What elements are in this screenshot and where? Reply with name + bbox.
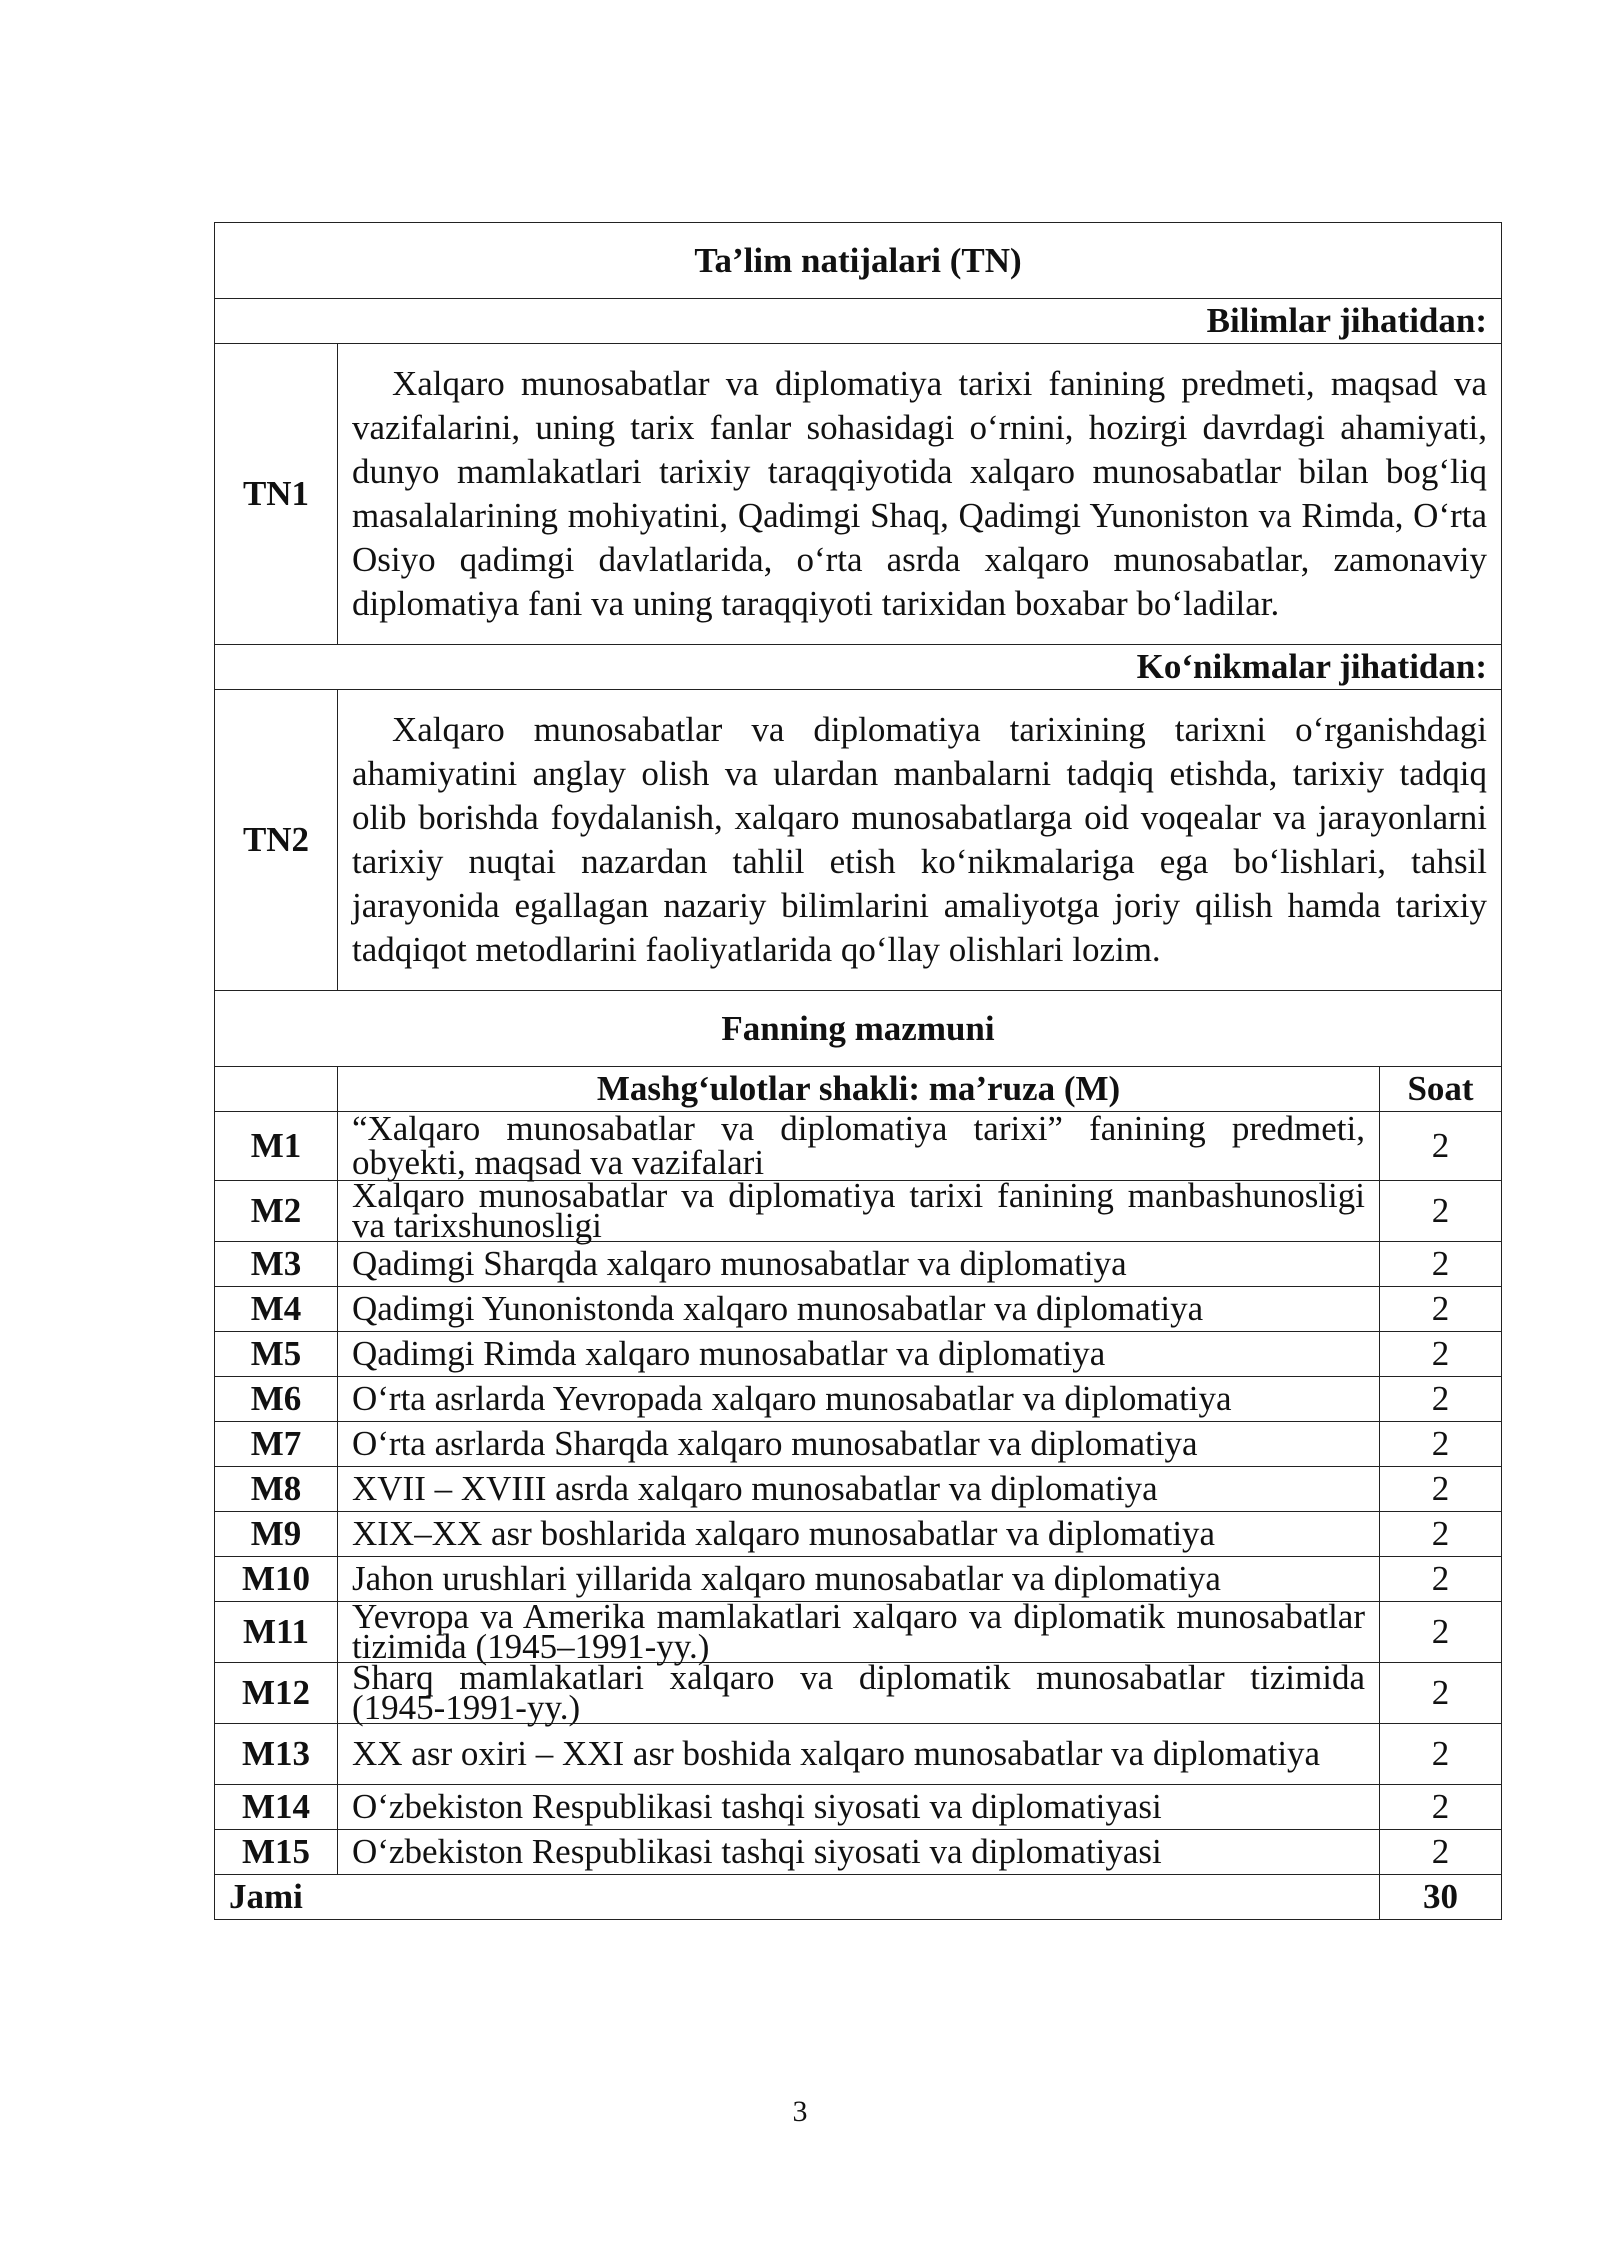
lecture-code: M2 (215, 1181, 338, 1242)
lecture-topic: O‘zbekiston Respublikasi tashqi siyosati va diplomatiyasi (338, 1830, 1380, 1875)
lecture-row (215, 1557, 1502, 1602)
page-number: 3 (792, 2095, 808, 2128)
lecture-hours: 2 (1380, 1557, 1502, 1602)
lecture-hours: 2 (1380, 1242, 1502, 1287)
lecture-topic: O‘rta asrlarda Yevropada xalqaro munosabatlar va diplomatiya (338, 1377, 1380, 1422)
column-header-row (215, 1067, 1502, 1112)
lecture-code: M13 (215, 1724, 338, 1785)
lecture-hours: 2 (1380, 1785, 1502, 1830)
lecture-hours: 2 (1380, 1287, 1502, 1332)
lecture-hours: 2 (1380, 1830, 1502, 1875)
lecture-row (215, 1512, 1502, 1557)
knowledge-header: Bilimlar jihatidan: (215, 299, 1502, 344)
tn1-code: TN1 (215, 344, 338, 645)
lecture-code: M5 (215, 1332, 338, 1377)
tn2-code: TN2 (215, 690, 338, 991)
lecture-row (215, 1724, 1502, 1785)
lecture-topic: Jahon urushlari yillarida xalqaro munosabatlar va diplomatiya (338, 1557, 1380, 1602)
lecture-code: M10 (215, 1557, 338, 1602)
lecture-topic: Yevropa va Amerika mamlakatlari xalqaro va diplomatik munosabatlar tizimida (1945–1991-yy.) (338, 1602, 1380, 1663)
lecture-row (215, 1830, 1502, 1875)
content-title: Fanning mazmuni (215, 991, 1502, 1067)
lecture-row (215, 1602, 1502, 1663)
lecture-code: M3 (215, 1242, 338, 1287)
knowledge-header-row (215, 299, 1502, 344)
column-header-code (215, 1067, 338, 1112)
total-label: Jami (215, 1875, 1380, 1920)
lecture-hours: 2 (1380, 1512, 1502, 1557)
lecture-code: M8 (215, 1467, 338, 1512)
skills-header-row (215, 645, 1502, 690)
lecture-topic: Qadimgi Yunonistonda xalqaro munosabatlar va diplomatiya (338, 1287, 1380, 1332)
content-title-row (215, 991, 1502, 1067)
lecture-hours: 2 (1380, 1602, 1502, 1663)
outcomes-title-row (215, 223, 1502, 299)
lecture-hours: 2 (1380, 1724, 1502, 1785)
lecture-row (215, 1112, 1502, 1181)
lecture-hours: 2 (1380, 1467, 1502, 1512)
syllabus-table (214, 222, 1502, 1920)
lecture-topic: O‘zbekiston Respublikasi tashqi siyosati va diplomatiyasi (338, 1785, 1380, 1830)
outcomes-title: Ta’lim natijalari (TN) (215, 223, 1502, 299)
lecture-row (215, 1287, 1502, 1332)
tn1-row (215, 344, 1502, 645)
lecture-row (215, 1242, 1502, 1287)
lecture-topic: Sharq mamlakatlari xalqaro va diplomatik munosabatlar tizimida (1945-1991-yy.) (338, 1663, 1380, 1724)
lecture-hours: 2 (1380, 1663, 1502, 1724)
lecture-code: M14 (215, 1785, 338, 1830)
lecture-code: M1 (215, 1112, 338, 1181)
lecture-code: M12 (215, 1663, 338, 1724)
lecture-topic: XIX–XX asr boshlarida xalqaro munosabatlar va diplomatiya (338, 1512, 1380, 1557)
lecture-row (215, 1332, 1502, 1377)
lecture-code: M6 (215, 1377, 338, 1422)
lecture-row (215, 1467, 1502, 1512)
lecture-code: M4 (215, 1287, 338, 1332)
tn2-row (215, 690, 1502, 991)
lecture-code: M11 (215, 1602, 338, 1663)
lecture-code: M7 (215, 1422, 338, 1467)
lecture-row (215, 1377, 1502, 1422)
lecture-hours: 2 (1380, 1422, 1502, 1467)
skills-header: Ko‘nikmalar jihatidan: (215, 645, 1502, 690)
lecture-hours: 2 (1380, 1377, 1502, 1422)
lecture-row (215, 1181, 1502, 1242)
lecture-topic: XX asr oxiri – XXI asr boshida xalqaro munosabatlar va diplomatiya (338, 1724, 1380, 1785)
lecture-topic: XVII – XVIII asrda xalqaro munosabatlar va diplomatiya (338, 1467, 1380, 1512)
lecture-code: M9 (215, 1512, 338, 1557)
lecture-topic: “Xalqaro munosabatlar va diplomatiya tarixi” fanining predmeti, obyekti, maqsad va vazifalari (338, 1112, 1380, 1181)
tn2-text: Xalqaro munosabatlar va diplomatiya tarixining tarixni o‘rganishdagi ahamiyatini anglay olish va ulardan manbalarni tadqiq etishda, tarixiy tadqiq olib borishda foydalanish, xalqaro munosabatlarga oid voqealar va jarayonlarni tarixiy nuqtai nazardan tahlil etish ko‘nikmalariga ega bo‘lishlari, tahsil jarayonida egallagan nazariy bilimlarini amaliyotga joriy qilish hamda tarixiy tadqiqot metodlarini faoliyatlarida qo‘llay olishlari lozim. (338, 690, 1502, 991)
lecture-code: M15 (215, 1830, 338, 1875)
lecture-row (215, 1422, 1502, 1467)
tn1-text: Xalqaro munosabatlar va diplomatiya tarixi fanining predmeti, maqsad va vazifalarini, uning tarix fanlar sohasidagi o‘rnini, hozirgi davrdagi ahamiyati, dunyo mamlakatlari tarixiy taraqqiyotida xalqaro munosabatlar bilan bog‘liq masalalarining mohiyatini, Qadimgi Shaq, Qadimgi Yunoniston va Rimda, O‘rta Osiyo qadimgi davlatlarida, o‘rta asrda xalqaro munosabatlar, zamonaviy diplomatiya fani va uning taraqqiyoti tarixidan boxabar bo‘ladilar. (338, 344, 1502, 645)
lecture-row (215, 1785, 1502, 1830)
lecture-topic: Xalqaro munosabatlar va diplomatiya tarixi fanining manbashunosligi va tarixshunosligi (338, 1181, 1380, 1242)
lecture-topic: Qadimgi Sharqda xalqaro munosabatlar va diplomatiya (338, 1242, 1380, 1287)
column-header-topic: Mashg‘ulotlar shakli: ma’ruza (M) (338, 1067, 1380, 1112)
lecture-hours: 2 (1380, 1332, 1502, 1377)
lecture-hours: 2 (1380, 1112, 1502, 1181)
lecture-topic: Qadimgi Rimda xalqaro munosabatlar va diplomatiya (338, 1332, 1380, 1377)
column-header-hours: Soat (1380, 1067, 1502, 1112)
total-row (215, 1875, 1502, 1920)
total-hours: 30 (1380, 1875, 1502, 1920)
lecture-hours: 2 (1380, 1181, 1502, 1242)
lecture-topic: O‘rta asrlarda Sharqda xalqaro munosabatlar va diplomatiya (338, 1422, 1380, 1467)
lecture-row (215, 1663, 1502, 1724)
